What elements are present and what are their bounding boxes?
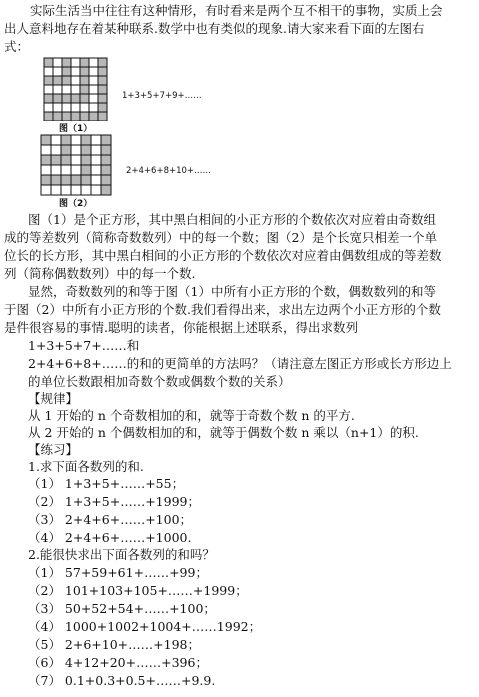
grid-cell: [80, 58, 89, 67]
figure-1-grid: [43, 57, 117, 121]
grid-cell: [98, 103, 107, 112]
grid-cell: [44, 94, 53, 103]
practice-q1-item: （4） 2+4+6+……+1000.: [28, 530, 192, 545]
grid-cell: [71, 165, 81, 175]
grid-cell: [51, 135, 61, 145]
grid-cell: [41, 175, 51, 185]
grid-cell: [71, 76, 80, 85]
intro-line-1: 实际生活当中往往有这种情形，有时看来是两个互不相干的事物，实质上会: [30, 3, 443, 18]
grid-cell: [53, 112, 62, 121]
grid-cell: [62, 94, 71, 103]
grid-cell: [53, 76, 62, 85]
grid-cell: [101, 185, 111, 195]
grid-cell: [89, 85, 98, 94]
grid-cell: [89, 103, 98, 112]
grid-cell: [71, 155, 81, 165]
figure-2-formula: 2+4+6+8+10+……: [126, 166, 212, 176]
practice-q1-item: （3） 2+4+6+……+100；: [28, 512, 193, 527]
grid-cell: [41, 155, 51, 165]
grid-cell: [51, 165, 61, 175]
figure-2-grid: [40, 134, 124, 196]
grid-cell: [44, 76, 53, 85]
grid-cell: [61, 185, 71, 195]
grid-cell: [44, 58, 53, 67]
grid-cell: [71, 185, 81, 195]
grid-cell: [91, 165, 101, 175]
grid-cell: [51, 175, 61, 185]
practice-q2-item: （3） 50+52+54+……+100；: [28, 601, 216, 616]
body-line-4: 列（简称偶数数列）中的每一个数.: [4, 266, 196, 281]
grid-cell: [44, 103, 53, 112]
grid-cell: [61, 135, 71, 145]
practice-q1-item: （2） 1+3+5+……+1999；: [28, 494, 200, 509]
grid-cell: [62, 85, 71, 94]
grid-cell: [89, 58, 98, 67]
grid-cell: [81, 135, 91, 145]
grid-cell: [53, 58, 62, 67]
grid-cell: [61, 165, 71, 175]
grid-cell: [53, 103, 62, 112]
grid-cell: [80, 112, 89, 121]
grid-cell: [41, 135, 51, 145]
practice-q2-item: （5） 2+6+10+……+198；: [28, 637, 200, 652]
rule-line-1: 从 1 开始的 n 个奇数相加的和，就等于奇数个数 n 的平方.: [28, 408, 355, 423]
grid-cell: [51, 145, 61, 155]
grid-cell: [81, 155, 91, 165]
practice-q1-item: （1） 1+3+5+……+55；: [28, 476, 185, 491]
practice-q2-item: （1） 57+59+61+……+99；: [28, 565, 208, 580]
grid-cell: [51, 185, 61, 195]
grid-cell: [80, 85, 89, 94]
practice-q2-item: （4） 1000+1002+1004+……1992；: [28, 619, 262, 634]
rule-line-2: 从 2 开始的 n 个偶数相加的和，就等于偶数个数 n 乘以（n+1）的积.: [28, 425, 419, 440]
grid-cell: [41, 165, 51, 175]
grid-cell: [62, 67, 71, 76]
grid-cell: [44, 67, 53, 76]
practice-q1-title: 1.求下面各数列的和.: [28, 459, 144, 474]
body-line-5: 显然，奇数数列的和等于图（1）中所有小正方形的个数，偶数数列的和等: [28, 284, 436, 299]
body-line-7: 是件很容易的事情.聪明的读者，你能根据上述联系，得出求数列: [4, 320, 358, 335]
grid-cell: [62, 76, 71, 85]
grid-cell: [89, 67, 98, 76]
grid-cell: [101, 145, 111, 155]
grid-cell: [80, 103, 89, 112]
grid-cell: [53, 94, 62, 103]
grid-cell: [91, 175, 101, 185]
body-line-3: 位长的长方形，其中黑白相间的小正方形的个数依次对应着由偶数组成的等差数: [4, 248, 442, 263]
grid-cell: [71, 94, 80, 103]
grid-cell: [71, 135, 81, 145]
grid-cell: [98, 67, 107, 76]
grid-cell: [51, 155, 61, 165]
grid-cell: [98, 112, 107, 121]
grid-cell: [98, 85, 107, 94]
grid-cell: [80, 94, 89, 103]
grid-cell: [81, 145, 91, 155]
grid-cell: [41, 145, 51, 155]
practice-q2-item: （7） 0.1+0.3+0.5+……+9.9.: [28, 673, 216, 688]
grid-cell: [71, 175, 81, 185]
grid-cell: [89, 112, 98, 121]
grid-cell: [89, 94, 98, 103]
grid-cell: [101, 165, 111, 175]
practice-q2-item: （6） 4+12+20+……+396；: [28, 655, 208, 670]
grid-cell: [71, 58, 80, 67]
figure-1-caption: 图（1）: [59, 124, 93, 134]
grid-cell: [89, 76, 98, 85]
grid-cell: [81, 175, 91, 185]
grid-cell: [71, 145, 81, 155]
grid-cell: [41, 185, 51, 195]
grid-cell: [91, 155, 101, 165]
intro-line-2: 出人意料地存在着某种联系.数学中也有类似的现象.请大家来看下面的左图右: [4, 21, 425, 36]
grid-cell: [44, 112, 53, 121]
body-line-6: 于图（2）中所有小正方形的个数.我们看得出来，求出左边两个小正方形的个数: [4, 302, 441, 317]
grid-cell: [101, 175, 111, 185]
practice-heading: 【练习】: [28, 442, 79, 457]
practice-q2-item: （2） 101+103+105+……+1999；: [28, 583, 248, 598]
figure-2-caption: 图（2）: [59, 199, 93, 209]
grid-cell: [61, 155, 71, 165]
grid-cell: [44, 85, 53, 94]
grid-cell: [80, 67, 89, 76]
grid-cell: [98, 76, 107, 85]
grid-cell: [101, 135, 111, 145]
figure-1-formula: 1+3+5+7+9+……: [122, 91, 202, 101]
grid-cell: [62, 58, 71, 67]
grid-cell: [91, 145, 101, 155]
grid-cell: [98, 58, 107, 67]
grid-cell: [101, 155, 111, 165]
grid-cell: [91, 135, 101, 145]
grid-cell: [81, 185, 91, 195]
practice-q2-title: 2.能很快求出下面各数列的和吗？: [28, 547, 215, 562]
body-line-9: 2+4+6+8+……的和的更简单的方法吗？（请注意左图正方形或长方形边上: [28, 356, 452, 371]
grid-cell: [80, 76, 89, 85]
grid-cell: [71, 85, 80, 94]
grid-cell: [71, 112, 80, 121]
grid-cell: [62, 103, 71, 112]
grid-cell: [71, 103, 80, 112]
body-line-2: 成的等差数列（简称奇数数列）中的每一个数；图（2）是个长宽只相差一个单: [4, 230, 437, 245]
body-line-10: 的单位长数跟相加奇数个数或偶数个数的关系）: [28, 374, 291, 389]
grid-cell: [53, 85, 62, 94]
grid-cell: [98, 94, 107, 103]
grid-cell: [53, 67, 62, 76]
grid-cell: [81, 165, 91, 175]
grid-cell: [61, 145, 71, 155]
grid-cell: [62, 112, 71, 121]
grid-cell: [61, 175, 71, 185]
body-line-1: 图（1）是个正方形，其中黑白相间的小正方形的个数依次对应着由奇数组: [28, 212, 436, 227]
intro-line-3: 式：: [4, 39, 30, 54]
grid-cell: [71, 67, 80, 76]
rule-heading: 【规律】: [28, 391, 79, 406]
grid-cell: [91, 185, 101, 195]
body-line-8: 1+3+5+7+……和: [28, 338, 140, 353]
